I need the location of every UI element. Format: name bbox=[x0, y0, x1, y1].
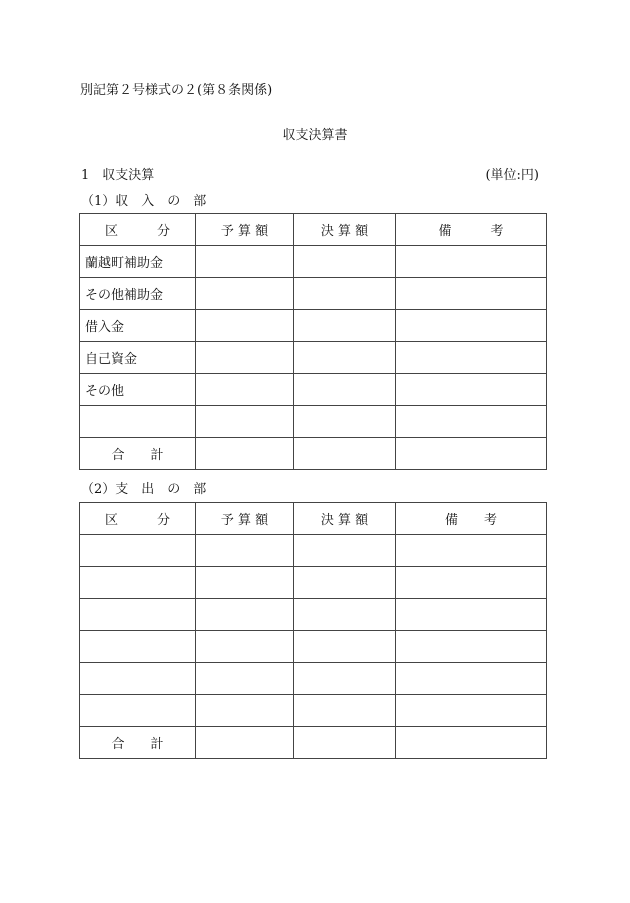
settlement-cell[interactable] bbox=[294, 374, 396, 406]
remarks-cell[interactable] bbox=[396, 695, 547, 727]
category-cell: 借入金 bbox=[80, 310, 196, 342]
total-budget-cell[interactable] bbox=[196, 438, 294, 470]
table-row bbox=[80, 310, 547, 342]
settlement-cell[interactable] bbox=[294, 278, 396, 310]
table-row bbox=[80, 567, 547, 599]
budget-cell[interactable] bbox=[196, 599, 294, 631]
remarks-cell[interactable] bbox=[396, 374, 547, 406]
total-label: 合 計 bbox=[80, 727, 196, 759]
table-row bbox=[80, 695, 547, 727]
category-cell[interactable] bbox=[80, 631, 196, 663]
budget-cell[interactable] bbox=[196, 278, 294, 310]
settlement-cell[interactable] bbox=[294, 631, 396, 663]
category-cell[interactable] bbox=[80, 663, 196, 695]
total-remarks-cell[interactable] bbox=[396, 727, 547, 759]
remarks-cell[interactable] bbox=[396, 278, 547, 310]
budget-cell[interactable] bbox=[196, 342, 294, 374]
total-row bbox=[80, 438, 547, 470]
remarks-cell[interactable] bbox=[396, 406, 547, 438]
column-header-budget: 予 算 額 bbox=[196, 214, 294, 246]
settlement-cell[interactable] bbox=[294, 406, 396, 438]
budget-cell[interactable] bbox=[196, 406, 294, 438]
remarks-cell[interactable] bbox=[396, 246, 547, 278]
column-header-category: 区 分 bbox=[80, 503, 196, 535]
total-row bbox=[80, 727, 547, 759]
unit-label: (単位:円) bbox=[485, 168, 539, 183]
category-cell: その他補助金 bbox=[80, 278, 196, 310]
budget-cell[interactable] bbox=[196, 567, 294, 599]
settlement-cell[interactable] bbox=[294, 695, 396, 727]
column-header-remarks: 備 考 bbox=[396, 214, 547, 246]
settlement-cell[interactable] bbox=[294, 535, 396, 567]
column-header-settlement: 決 算 額 bbox=[294, 503, 396, 535]
category-cell[interactable] bbox=[80, 567, 196, 599]
table-row bbox=[80, 663, 547, 695]
remarks-cell[interactable] bbox=[396, 535, 547, 567]
category-cell: 蘭越町補助金 bbox=[80, 246, 196, 278]
form-number: 別記第２号様式の２(第８条関係) bbox=[80, 83, 273, 98]
table-header-row bbox=[80, 214, 547, 246]
total-settlement-cell[interactable] bbox=[294, 438, 396, 470]
remarks-cell[interactable] bbox=[396, 631, 547, 663]
budget-cell[interactable] bbox=[196, 246, 294, 278]
category-cell: 自己資金 bbox=[80, 342, 196, 374]
total-label: 合 計 bbox=[80, 438, 196, 470]
table-row bbox=[80, 374, 547, 406]
column-header-remarks: 備 考 bbox=[396, 503, 547, 535]
remarks-cell[interactable] bbox=[396, 663, 547, 695]
table-row bbox=[80, 631, 547, 663]
table-row bbox=[80, 535, 547, 567]
income-table bbox=[79, 213, 547, 470]
category-cell: その他 bbox=[80, 374, 196, 406]
total-settlement-cell[interactable] bbox=[294, 727, 396, 759]
section-heading: 1 収支決算 bbox=[81, 168, 155, 183]
budget-cell[interactable] bbox=[196, 695, 294, 727]
remarks-cell[interactable] bbox=[396, 342, 547, 374]
settlement-cell[interactable] bbox=[294, 567, 396, 599]
settlement-cell[interactable] bbox=[294, 310, 396, 342]
category-cell[interactable] bbox=[80, 406, 196, 438]
budget-cell[interactable] bbox=[196, 374, 294, 406]
remarks-cell[interactable] bbox=[396, 599, 547, 631]
settlement-cell[interactable] bbox=[294, 246, 396, 278]
settlement-cell[interactable] bbox=[294, 342, 396, 374]
document-title: 収支決算書 bbox=[282, 128, 348, 143]
budget-cell[interactable] bbox=[196, 631, 294, 663]
column-header-budget: 予 算 額 bbox=[196, 503, 294, 535]
column-header-category: 区 分 bbox=[80, 214, 196, 246]
remarks-cell[interactable] bbox=[396, 567, 547, 599]
settlement-cell[interactable] bbox=[294, 663, 396, 695]
total-budget-cell[interactable] bbox=[196, 727, 294, 759]
table-row bbox=[80, 406, 547, 438]
budget-cell[interactable] bbox=[196, 310, 294, 342]
table-row bbox=[80, 342, 547, 374]
table-header-row bbox=[80, 503, 547, 535]
column-header-settlement: 決 算 額 bbox=[294, 214, 396, 246]
expense-section-heading: （2）支 出 の 部 bbox=[81, 482, 207, 497]
budget-cell[interactable] bbox=[196, 535, 294, 567]
income-section-heading: （1）収 入 の 部 bbox=[81, 194, 207, 209]
table-row bbox=[80, 246, 547, 278]
total-remarks-cell[interactable] bbox=[396, 438, 547, 470]
table-row bbox=[80, 599, 547, 631]
category-cell[interactable] bbox=[80, 535, 196, 567]
expense-table bbox=[79, 502, 547, 759]
table-row bbox=[80, 278, 547, 310]
remarks-cell[interactable] bbox=[396, 310, 547, 342]
budget-cell[interactable] bbox=[196, 663, 294, 695]
category-cell[interactable] bbox=[80, 599, 196, 631]
category-cell[interactable] bbox=[80, 695, 196, 727]
settlement-cell[interactable] bbox=[294, 599, 396, 631]
